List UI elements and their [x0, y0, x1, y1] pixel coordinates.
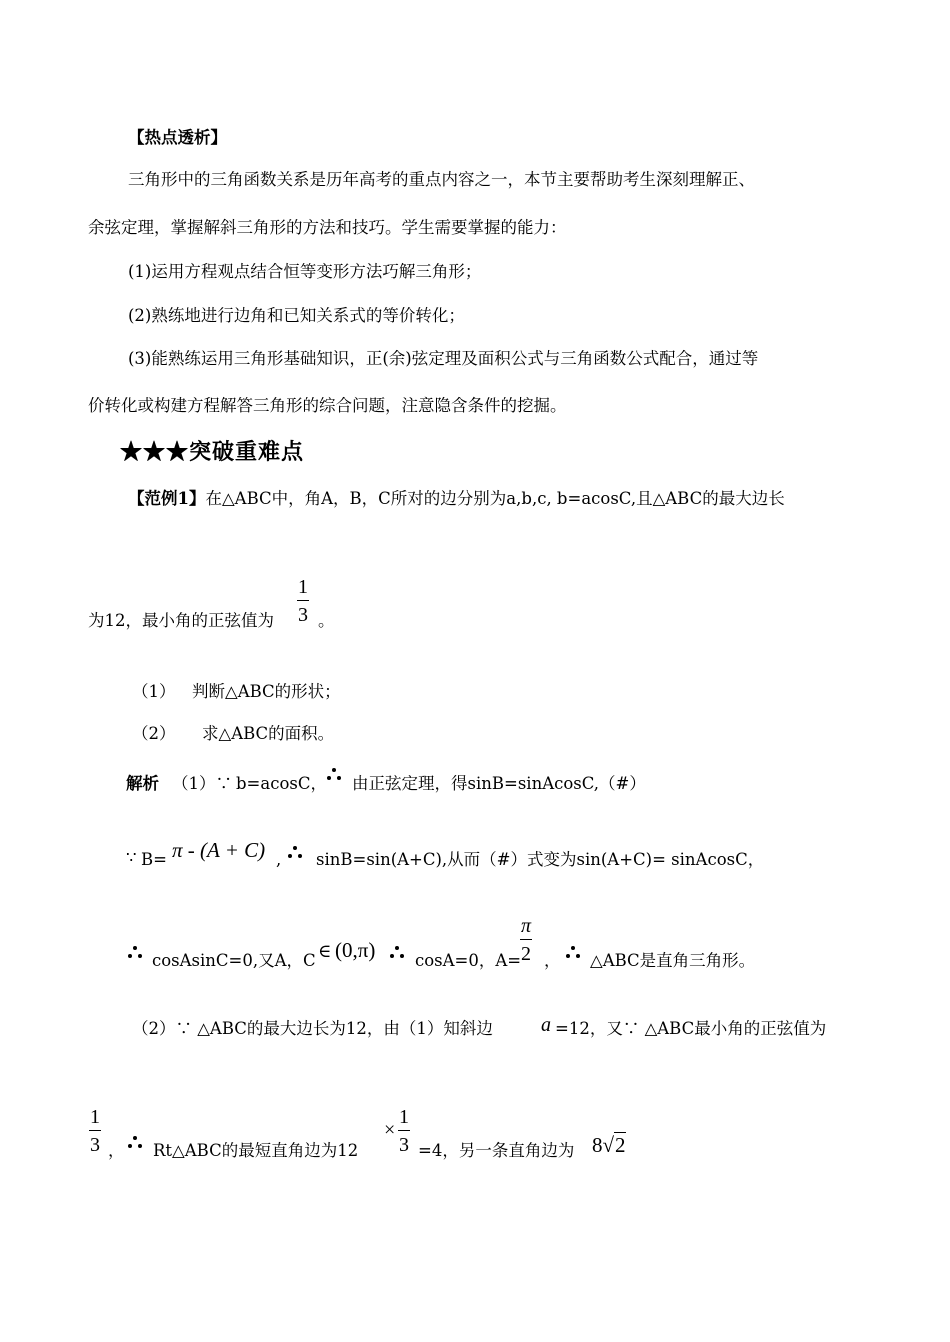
sqrt-icon: √ — [602, 1133, 615, 1157]
solution-line3-d: △ABC是直角三角形。 — [590, 951, 756, 970]
formula-pi-minus-a-plus-c: π - (A + C) — [172, 838, 266, 862]
solution-line1-c: 由正弦定理，得sinB=sinAcosC,（#） — [352, 774, 646, 793]
fraction-one-third — [89, 1107, 101, 1155]
ability-item-2: (2)熟练地进行边角和已知关系式的等价转化； — [128, 306, 465, 325]
interval-zero-pi: (0,π) — [335, 938, 376, 962]
solution-line2-c: , — [276, 850, 282, 869]
fraction-numerator: 1 — [90, 1106, 100, 1128]
therefore-icon — [566, 946, 580, 958]
times-symbol: × — [384, 1119, 396, 1141]
solution-line2-b: B= — [141, 850, 167, 869]
therefore-icon — [288, 846, 302, 858]
fraction-numerator: 1 — [298, 576, 308, 598]
fraction-denominator: 2 — [521, 943, 532, 965]
therefore-icon — [327, 768, 341, 780]
example-label: 【范例1】 — [128, 489, 206, 508]
fraction-numerator: π — [521, 915, 532, 937]
example-line2-post: 。 — [318, 611, 335, 630]
intro-paragraph-line1: 三角形中的三角函数关系是历年高考的重点内容之一，本节主要帮助考生深刻理解正、 — [128, 170, 755, 189]
ability-item-3-line2: 价转化或构建方程解答三角形的综合问题，注意隐含条件的挖掘。 — [88, 396, 567, 415]
because-icon: ∵ — [126, 848, 137, 867]
question-2-number: （2） — [132, 724, 176, 743]
radical-coefficient: 8 — [592, 1133, 603, 1157]
solution-line2-d: sinB=sin(A+C),从而（#）式变为sin(A+C)= sinAcosC， — [316, 850, 765, 869]
solution-line3-b: cosA=0，A= — [415, 951, 522, 970]
ability-item-3-line1: (3)能熟练运用三角形基础知识，正(余)弦定理及面积公式与三角函数公式配合，通过等 — [128, 349, 759, 368]
section-heading-hotspot: 【热点透析】 — [128, 128, 227, 147]
solution-line3-c: ， — [544, 951, 561, 970]
fraction-denominator: 3 — [298, 604, 308, 626]
example-text-line1: 在△ABC中，角A，B，C所对的边分别为a,b,c, b=acosC,且△ABC的最大边长 — [205, 489, 785, 508]
element-of-symbol: ∈ — [318, 941, 332, 962]
fraction-denominator: 3 — [399, 1134, 409, 1156]
fraction-bar — [520, 939, 532, 940]
fraction-bar — [398, 1130, 410, 1131]
fraction-bar — [89, 1130, 101, 1131]
solution-line5-b: Rt△ABC的最短直角边为12 — [153, 1141, 359, 1160]
solution-line5-a: ， — [108, 1141, 125, 1160]
solution-line5-c: =4，另一条直角边为 — [418, 1141, 575, 1160]
fraction-one-third — [297, 577, 309, 625]
question-2-text: 求△ABC的面积。 — [202, 724, 335, 743]
fraction-one-third — [398, 1107, 410, 1155]
radical-expression — [592, 1135, 626, 1156]
ability-item-1: (1)运用方程观点结合恒等变形方法巧解三角形； — [128, 262, 482, 281]
solution-line1-a: （1）∵ — [172, 774, 232, 793]
solution-line4-b: =12，又∵ △ABC最小角的正弦值为 — [555, 1019, 827, 1038]
variable-a: a — [541, 1014, 551, 1036]
fraction-numerator: 1 — [399, 1106, 409, 1128]
example-line1 — [128, 491, 785, 508]
therefore-icon — [128, 946, 142, 958]
fraction-denominator: 3 — [90, 1134, 100, 1156]
solution-line3-a: cosAsinC=0,又A，C — [152, 951, 316, 970]
intro-paragraph-line2: 余弦定理，掌握解斜三角形的方法和技巧。学生需要掌握的能力： — [88, 218, 567, 237]
fraction-bar — [297, 600, 309, 601]
solution-line4-a: （2）∵ △ABC的最大边长为12，由（1）知斜边 — [132, 1019, 493, 1038]
section-title-breakthrough: ★★★突破重难点 — [120, 439, 305, 465]
radicand: 2 — [615, 1133, 626, 1157]
question-1-number: （1） — [132, 682, 176, 701]
solution-line1-b: b=acosC， — [236, 774, 327, 793]
question-1-text: 判断△ABC的形状； — [192, 682, 341, 701]
fraction-pi-over-two — [520, 916, 532, 964]
therefore-icon — [128, 1136, 142, 1148]
solution-label: 解析 — [126, 774, 159, 793]
example-line2-pre: 为12，最小角的正弦值为 — [88, 611, 274, 630]
therefore-icon — [390, 946, 404, 958]
